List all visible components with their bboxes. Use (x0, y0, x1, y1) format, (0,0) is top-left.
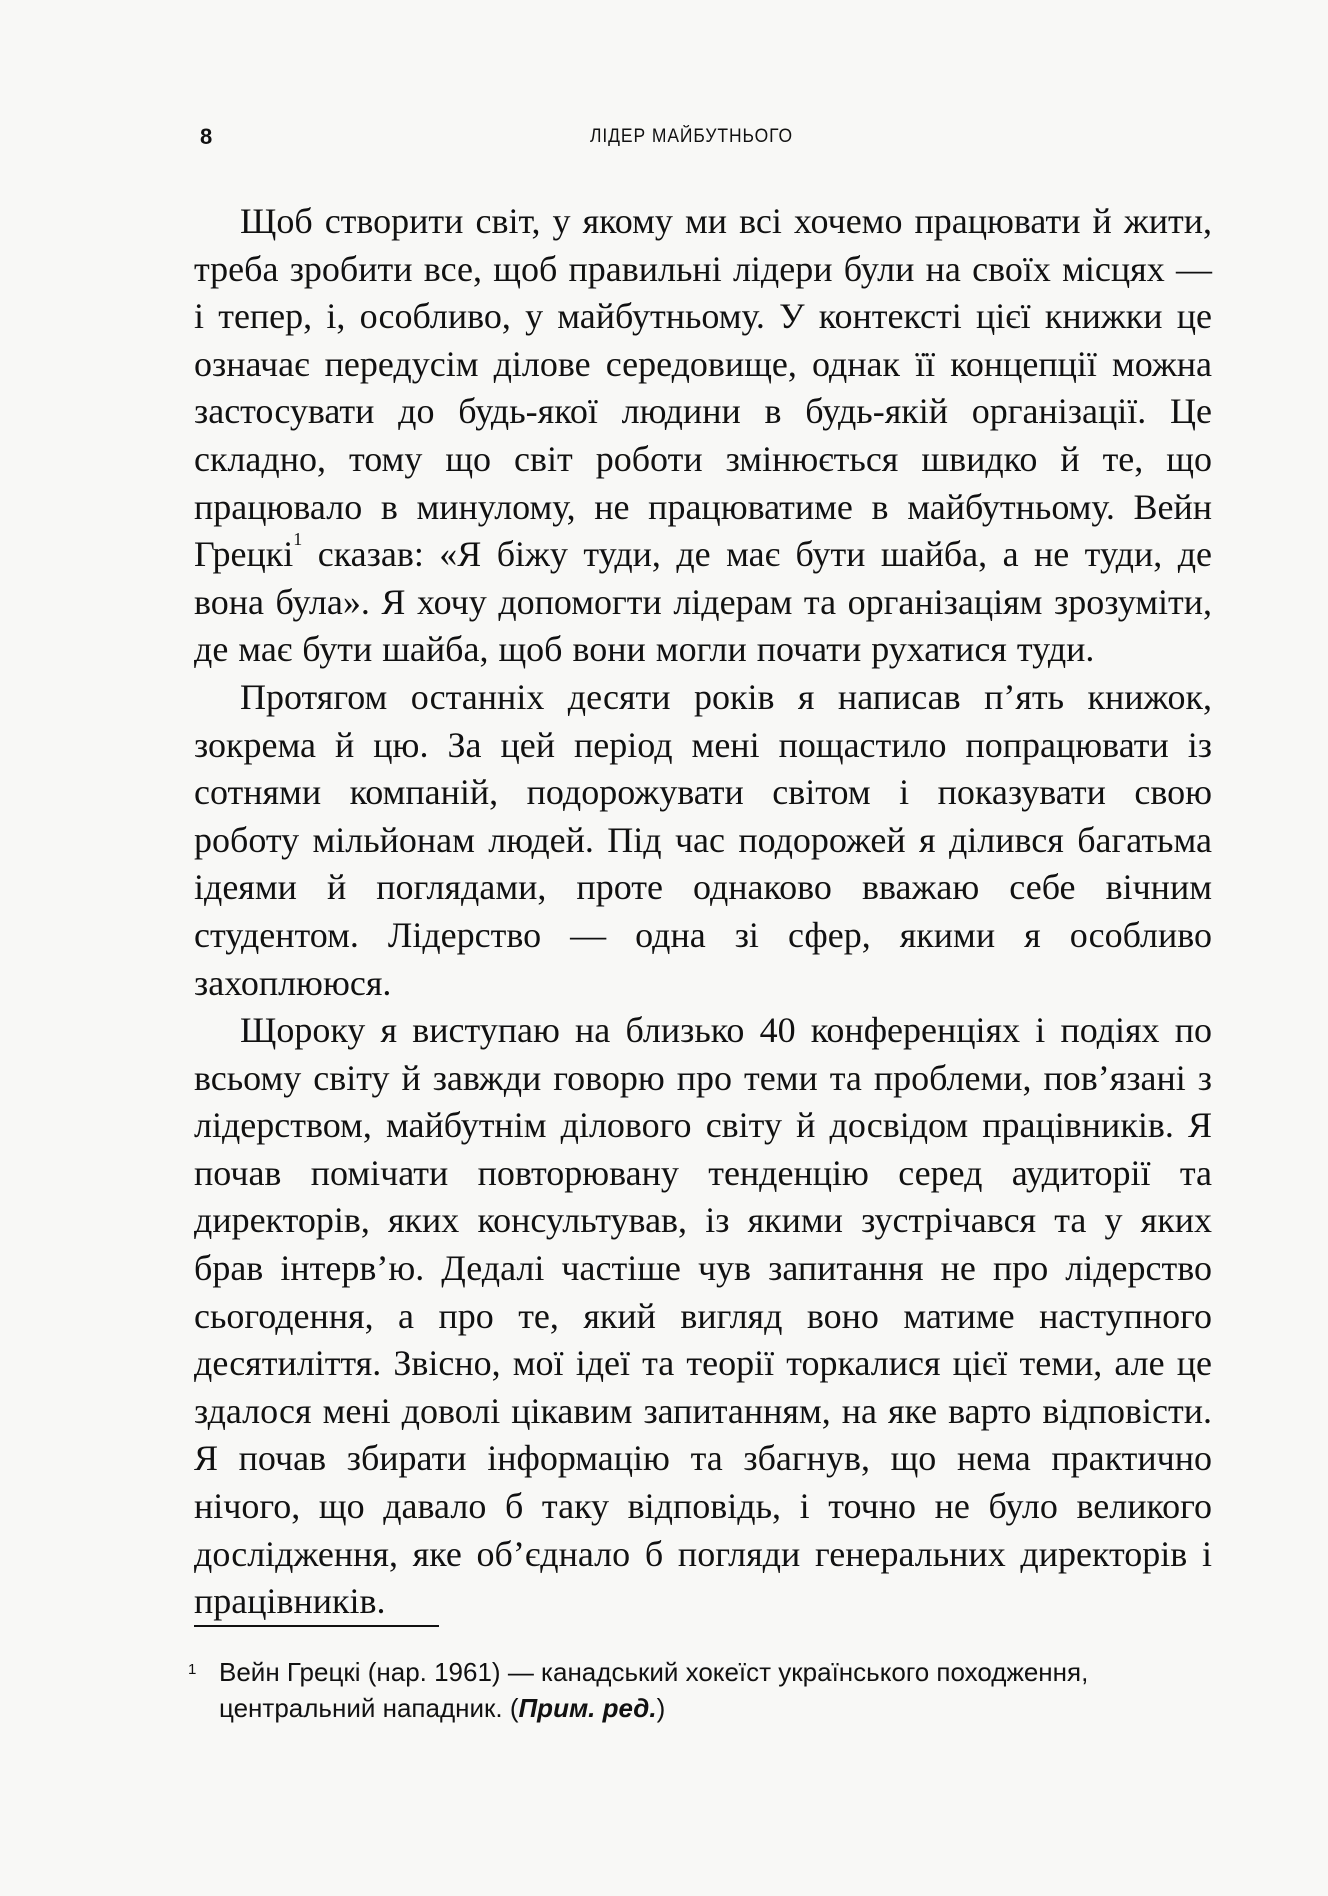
paragraph-1-text-continued: сказав: «Я біжу туди, де має бути шайба, а не туди, де вона була». Я хочу допомогти лідерам та організаціям зрозуміти, де має бути шайба, щоб вони могли почати рухатися туди. (194, 534, 1212, 670)
footnote (188, 1654, 1223, 1726)
footnote-editor-note: Прим. ред. (518, 1693, 657, 1723)
paragraph-1 (194, 198, 1212, 674)
page-number: 8 (200, 124, 213, 149)
paragraph-1-text: Щоб створити світ, у якому ми всі хочемо працювати й жити, треба зробити все, щоб правильні лідери були на своїх місцях — і тепер, і, особливо, у майбутньому. У контексті цієї книжки це означає передусім ділове середовище, однак її концепції можна застосувати до будь-якої людини в будь-якій організації. Це складно, тому що світ роботи змінюється швидко й те, що працювало в минулому, не працюватиме в майбутньому. Вейн Грецкі (194, 201, 1212, 575)
footnote-mark: 1 (188, 1661, 197, 1678)
footnote-text (219, 1654, 1223, 1726)
footnote-divider (194, 1625, 439, 1627)
footnote-body: Вейн Грецкі (нар. 1961) — канадський хокеїст українського походження, центральний нападник. ( (219, 1657, 1089, 1723)
paragraph-2: Протягом останніх десяти років я написав п’ять книжок, зокрема й цю. За цей період мені пощастило попрацювати із сотнями компаній, подорожувати світом і показувати свою роботу мільйонам людей. Під час подорожей я ділився багатьма ідеями й поглядами, проте однаково вважаю себе вічним студентом. Лідерство — одна зі сфер, якими я особливо захоплююся. (194, 676, 1212, 1003)
running-header (200, 124, 1200, 164)
footnote-reference[interactable]: 1 (293, 529, 303, 550)
running-title: ЛІДЕР МАЙБУТНЬОГО (590, 126, 794, 147)
paragraph-3: Щороку я виступаю на близько 40 конференціях і подіях по всьому світу й завжди говорю про теми та проблеми, пов’язані з лідерством, майбутнім ділового світу й досвідом працівників. Я почав помічати повторювану тенденцію серед аудиторії та директорів, яких консультував, із якими зустрічався та у яких брав інтерв’ю. Дедалі частіше чув запитання не про лідерство сьогодення, а про те, який вигляд воно матиме наступного десятиліття. Звісно, мої ідеї та теорії торкалися цієї теми, але це здалося мені доволі цікавим запитанням, на яке варто відповісти. Я почав збирати інформацію та збагнув, що нема практично нічого, що давало б таку відповідь, і точно не було великого дослідження, яке об’єднало б погляди генеральних директорів і працівників. (194, 1010, 1212, 1622)
body-text (194, 198, 1212, 1626)
footnote-closing: ) (656, 1693, 666, 1723)
